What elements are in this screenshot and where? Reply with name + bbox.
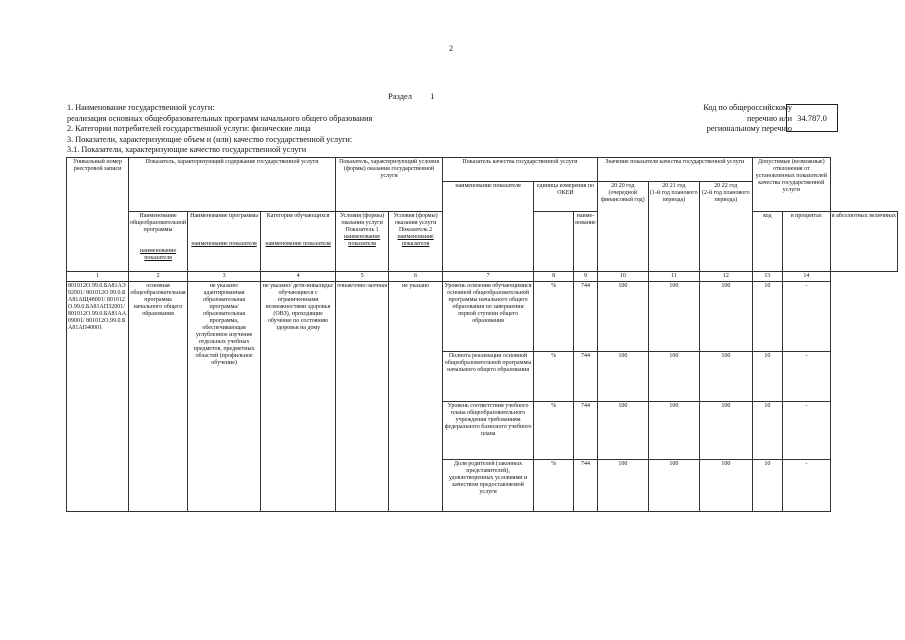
header-c1 <box>129 212 188 272</box>
column-number: 4 <box>261 272 336 282</box>
year-2-sub: (1-й год планового периода) <box>650 190 698 203</box>
deviation-absolute: - <box>782 352 830 402</box>
indicator-code: 744 <box>574 282 598 352</box>
condition-2: не указано <box>389 282 443 512</box>
value-year-1: 100 <box>597 460 648 512</box>
year-3-sub: (2-й год планового периода) <box>702 190 750 203</box>
indicators-title: 3. Показатели, характеризующие объем и (или) качество государственной услуги: <box>67 134 353 144</box>
header-indicator-cont <box>534 212 574 272</box>
deviation-percent: 10 <box>752 460 782 512</box>
section-title <box>388 91 434 101</box>
header-c4-name: наименование показателя <box>343 234 381 247</box>
value-year-3: 100 <box>699 352 752 402</box>
program-name: не указано/ адаптированная образовательная программа/ образовательная программа, обеспечивающая углубленное изучение отдельных учебных предметов, предметных областей (профильное обучение) <box>188 282 261 512</box>
code-label-line: региональному перечню <box>706 124 792 134</box>
header-year-3 <box>699 182 752 272</box>
value-year-2: 100 <box>648 282 699 352</box>
consumer-category: 2. Категории потребителей государственной услуги: физические лица <box>67 124 311 134</box>
column-number: 10 <box>597 272 648 282</box>
deviation-percent: 10 <box>752 282 782 352</box>
column-number: 3 <box>188 272 261 282</box>
program-type: основная общеобразовательная программа начального общего образования <box>129 282 188 512</box>
column-number: 2 <box>129 272 188 282</box>
value-year-3: 100 <box>699 460 752 512</box>
header-c4-label: Условия (формы) оказания услуги Показатель 1 <box>340 213 385 233</box>
deviation-absolute: - <box>782 460 830 512</box>
year-2-label: 20 21 год <box>662 183 686 189</box>
header-indicator-name: наименование показателя <box>443 182 534 272</box>
table-row <box>67 282 898 352</box>
indicator-name: Полнота реализации основной общеобразовательной программы начального общего образования <box>443 352 534 402</box>
student-category: не указано/ дети-инвалиды/ обучающиеся с ограниченными возможностями здоровья (ОВЗ), проходящие обучение по состоянию здоровья на дому <box>261 282 336 512</box>
header-unique-number: Уникальный номер реестровой записи <box>67 158 129 212</box>
header-c3-name: наименование показателя <box>265 241 331 247</box>
indicator-name: Доля родителей (законных представителей), удовлетворенных условиями и качеством предоставляемой услуги <box>443 460 534 512</box>
indicator-name: Уровень освоения обучающимися основной общеобразовательной программы начального общего образования по завершении первой ступени общего образования <box>443 282 534 352</box>
value-year-2: 100 <box>648 352 699 402</box>
header-unique-cont <box>67 212 129 272</box>
header-c5-label: Условия (формы) оказания услуги Показатель 2 <box>393 213 438 233</box>
code-label-line: Код по общероссийскому <box>703 103 792 112</box>
code-value-box: 34.787.0 <box>786 104 838 132</box>
indicator-code: 744 <box>574 352 598 402</box>
header-c1-label: Наименование общеобразовательной программы <box>130 213 187 233</box>
value-year-1: 100 <box>597 352 648 402</box>
service-name-title: 1. Наименование государственной услуги: <box>67 103 215 112</box>
column-number: 12 <box>699 272 752 282</box>
header-year-2 <box>648 182 699 272</box>
header-quality-indicator: Показатель качества государственной услуги <box>443 158 598 182</box>
header-unit: единица измерения по ОКЕИ <box>534 182 598 212</box>
indicator-unit: % <box>534 352 574 402</box>
code-label <box>703 103 792 135</box>
quality-indicators-table <box>66 157 898 512</box>
column-number: 5 <box>336 272 389 282</box>
header-year-1 <box>597 182 648 272</box>
header-c1-name: наименование показателя <box>139 248 177 261</box>
deviation-absolute: - <box>782 402 830 460</box>
code-label-line: перечню или <box>746 113 792 123</box>
column-numbers-row <box>67 272 898 282</box>
value-year-1: 100 <box>597 402 648 460</box>
header-c2 <box>188 212 261 272</box>
header-c4 <box>336 212 389 272</box>
column-number: 7 <box>443 272 534 282</box>
header-absolute: в абсолютных величинах <box>830 212 897 272</box>
indicator-unit: % <box>534 402 574 460</box>
quality-indicators-title: 3.1. Показатели, характеризующие качество государственной услуги <box>67 145 307 155</box>
page-number: 2 <box>449 44 453 53</box>
indicator-name: Уровень соответствия учебного плана общеобразовательного учреждения требованиям федерального базисного учебного плана <box>443 402 534 460</box>
year-1-label: 20 20 год <box>611 183 635 189</box>
deviation-percent: 10 <box>752 352 782 402</box>
value-year-3: 100 <box>699 282 752 352</box>
column-number: 11 <box>648 272 699 282</box>
column-number: 13 <box>752 272 782 282</box>
form-condition: очная/очно-заочная <box>336 282 389 512</box>
header-c2-name: наименование показателя <box>191 241 257 247</box>
column-number: 6 <box>389 272 443 282</box>
header-c2-label: Наименование программы <box>190 213 258 219</box>
value-year-3: 100 <box>699 402 752 460</box>
header-c3 <box>261 212 336 272</box>
column-number: 14 <box>782 272 830 282</box>
header-c5-name: наименование показателя <box>397 234 434 247</box>
header-percent: в процентах <box>782 212 830 272</box>
indicator-code: 744 <box>574 402 598 460</box>
value-year-2: 100 <box>648 402 699 460</box>
header-content-indicator: Показатель, характеризующий содержание государственной услуги <box>129 158 336 212</box>
indicator-code: 744 <box>574 460 598 512</box>
indicator-unit: % <box>534 460 574 512</box>
column-number: 9 <box>574 272 598 282</box>
year-1-sub: (очередной финансовый год) <box>601 190 645 203</box>
header-unit-name: наиме-нование <box>574 212 598 272</box>
section-number: 1 <box>430 91 435 101</box>
value-year-2: 100 <box>648 460 699 512</box>
header-quality-values: Значение показателя качества государственной услуги <box>597 158 752 182</box>
section-label: Раздел <box>388 91 413 101</box>
service-header <box>67 103 372 156</box>
column-number: 1 <box>67 272 129 282</box>
header-conditions-indicator: Показатель, характеризующий условия (формы) оказания государственной услуги <box>336 158 443 212</box>
deviation-percent: 10 <box>752 402 782 460</box>
value-year-1: 100 <box>597 282 648 352</box>
header-unit-code: код <box>752 212 782 272</box>
header-deviations: Допустимые (возможные) отклонения от установленных показателей качества государственной услуги <box>752 158 830 212</box>
year-3-label: 20 22 год <box>714 183 738 189</box>
indicator-unit: % <box>534 282 574 352</box>
header-c5 <box>389 212 443 272</box>
header-c3-label: Категория обучающихся <box>266 213 330 219</box>
record-numbers: 801012О.99.0.БА81АЭ92001/ 801012О.99.0.БА81АЩ48001/ 801012О.99.0.БА81АП32001/ 801012О.99.0.БА81АА09001/ 801012О.99.0.БА81АП40001 <box>67 282 129 512</box>
deviation-absolute: - <box>782 282 830 352</box>
column-number: 8 <box>534 272 574 282</box>
service-name-value: реализация основных общеобразовательных программ начального общего образования <box>67 113 373 123</box>
